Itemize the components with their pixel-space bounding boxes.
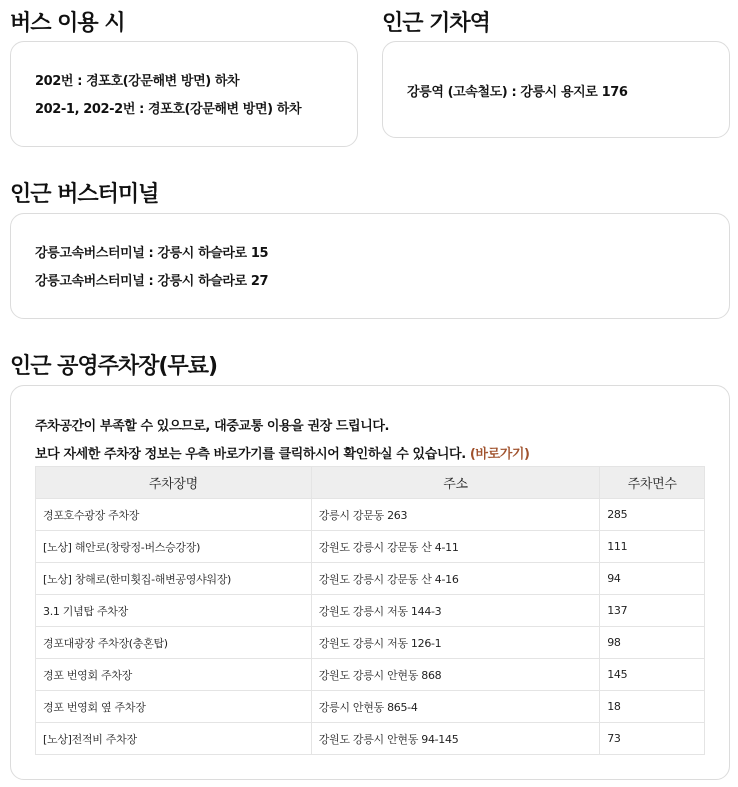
table-row: [36, 563, 705, 595]
parking-info-card: [10, 385, 730, 780]
cell-parking-name: [노상]전적비 주차장: [36, 723, 312, 755]
train-section-title: 인근 기차역: [382, 11, 490, 36]
table-row: [36, 627, 705, 659]
cell-parking-name: 경포호수광장 주차장: [36, 499, 312, 531]
cell-spaces: 98: [600, 627, 705, 659]
table-row: [36, 691, 705, 723]
terminal-line-1: 강릉고속버스터미널 : 강릉시 하슬라로 15: [35, 246, 269, 261]
bus-route-202: 202번 : 경포호(강문해변 방면) 하차: [35, 74, 240, 89]
cell-spaces: 18: [600, 691, 705, 723]
cell-spaces: 94: [600, 563, 705, 595]
cell-parking-name: [노상] 해안로(창랑정-버스승강장): [36, 531, 312, 563]
header-address: 주소: [311, 467, 600, 499]
cell-spaces: 285: [600, 499, 705, 531]
cell-spaces: 73: [600, 723, 705, 755]
cell-parking-name: 경포 번영회 옆 주차장: [36, 691, 312, 723]
terminal-info-card: [10, 213, 730, 319]
terminal-section-title: 인근 버스터미널: [10, 182, 159, 207]
parking-section-title: 인근 공영주차장(무료): [10, 354, 218, 379]
parking-notice-2: [35, 443, 530, 462]
shortcut-link[interactable]: (바로가기): [469, 447, 530, 462]
table-row: [36, 499, 705, 531]
cell-spaces: 145: [600, 659, 705, 691]
parking-table-header: [36, 467, 705, 499]
cell-address: 강원도 강릉시 안현동 94-145: [311, 723, 600, 755]
terminal-line-2: 강릉고속버스터미널 : 강릉시 하슬라로 27: [35, 274, 269, 289]
cell-address: 강릉시 강문동 263: [311, 499, 600, 531]
cell-spaces: 137: [600, 595, 705, 627]
cell-address: 강원도 강릉시 강문동 산 4-11: [311, 531, 600, 563]
table-row: [36, 659, 705, 691]
cell-parking-name: 3.1 기념탑 주차장: [36, 595, 312, 627]
cell-parking-name: 경포대광장 주차장(충혼탑): [36, 627, 312, 659]
bus-route-202-1-2: 202-1, 202-2번 : 경포호(강문해변 방면) 하차: [35, 102, 302, 117]
bus-info-card: [10, 41, 358, 147]
table-row: [36, 595, 705, 627]
header-parking-name: 주차장명: [36, 467, 312, 499]
cell-parking-name: 경포 번영회 주차장: [36, 659, 312, 691]
parking-notice-2-text: 보다 자세한 주차장 정보는 우측 바로가기를 클릭하시어 확인하실 수 있습니다.: [35, 447, 466, 462]
bus-section-title: 버스 이용 시: [10, 11, 125, 36]
cell-address: 강원도 강릉시 안현동 868: [311, 659, 600, 691]
header-spaces: 주차면수: [600, 467, 705, 499]
parking-table: [35, 466, 705, 755]
cell-address: 강원도 강릉시 저동 126-1: [311, 627, 600, 659]
table-row: [36, 531, 705, 563]
cell-address: 강원도 강릉시 강문동 산 4-16: [311, 563, 600, 595]
cell-address: 강원도 강릉시 저동 144-3: [311, 595, 600, 627]
train-station-line: 강릉역 (고속철도) : 강릉시 용지로 176: [407, 85, 628, 100]
cell-address: 강릉시 안현동 865-4: [311, 691, 600, 723]
parking-notice-1: 주차공간이 부족할 수 있으므로, 대중교통 이용을 권장 드립니다.: [35, 419, 390, 434]
table-row: [36, 723, 705, 755]
cell-parking-name: [노상] 창해로(한미횟집-해변공영샤워장): [36, 563, 312, 595]
cell-spaces: 111: [600, 531, 705, 563]
train-info-card: [382, 41, 730, 138]
